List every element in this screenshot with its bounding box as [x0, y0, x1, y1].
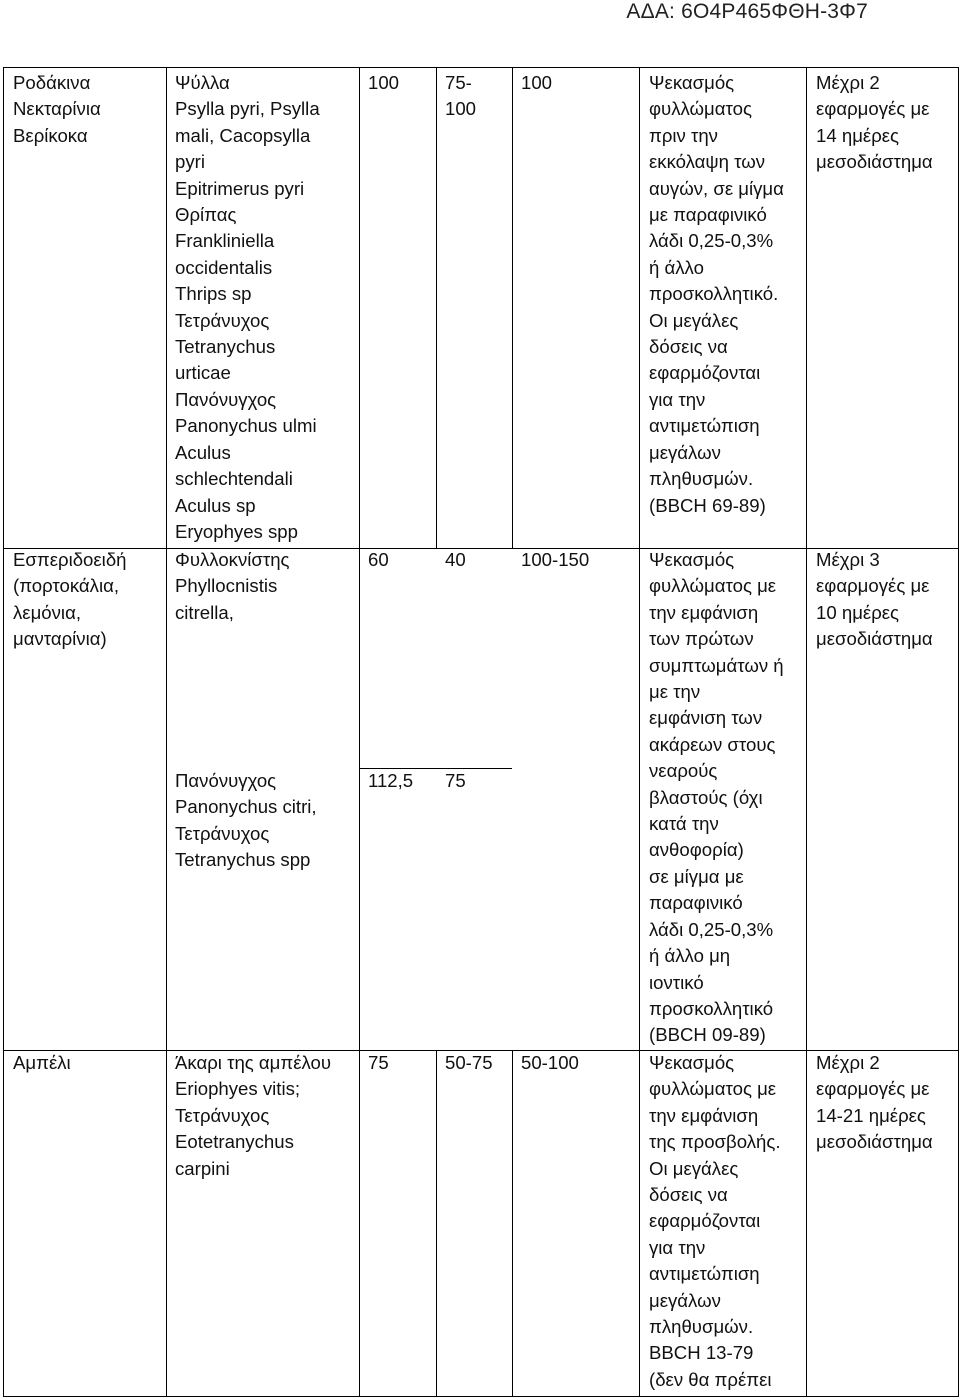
dose3-cell: 100 [521, 72, 553, 93]
application-cell: Ψεκασμός φυλλώματος πριν την εκκόλαψη των αυγών, σε μίγμα με παραφινικό λάδι 0,25-0,3% ή άλλο προσκολλητικό. Οι μεγάλες δόσεις να εφαρμόζονται για την αντιμετώπιση μεγάλων πληθυσμών. (BBCH 69-89) [649, 72, 784, 516]
crop-cell: Αμπέλι [13, 1052, 71, 1073]
pests-cell: Άκαρι της αμπέλου Eriophyes vitis; Τετράνυχος Eotetranychus carpini [175, 1052, 332, 1179]
ada-code: ΑΔΑ: 6Ο4Ρ465ΦΘΗ-3Φ7 [626, 0, 868, 23]
dose1-cell: 60 [368, 549, 389, 570]
dose1-cell: 100 [368, 72, 400, 93]
pests-cell: Πανόνυγχος Panonychus citri, Τετράνυχος Tetranychus spp [175, 770, 317, 871]
dose2-cell: 75 [445, 770, 466, 791]
crop-cell: Εσπεριδοειδή (πορτοκάλια, λεμόνια, μανταρίνια) [13, 549, 127, 650]
table-divider-dose1 [436, 67, 437, 548]
table-border-top [3, 67, 959, 68]
dose2-cell: 75- 100 [445, 72, 477, 120]
limits-cell: Μέχρι 3 εφαρμογές με 10 ημέρες μεσοδιάστημα [816, 549, 933, 650]
application-cell: Ψεκασμός φυλλώματος με την εμφάνιση των πρώτων συμπτωμάτων ή με την εμφάνιση των ακάρεων στους νεαρούς βλαστούς (όχι κατά την ανθοφορία) σε μίγμα με παραφινικό λάδι 0,25-0,3% ή άλλο μη ιοντικό προσκολλητικό (BBCH 09-89) [649, 549, 784, 1046]
dose2-cell: 50-75 [445, 1052, 493, 1073]
table-divider-application [806, 67, 807, 1397]
pests-cell: Φυλλοκνίστης Phyllocnistis citrella, [175, 549, 290, 623]
table-border-right [958, 67, 959, 1397]
limits-cell: Μέχρι 2 εφαρμογές με 14-21 ημέρες μεσοδιάστημα [816, 1052, 933, 1153]
table-divider-crop [166, 67, 167, 1397]
crop-cell: Ροδάκινα Νεκταρίνια Βερίκοκα [13, 72, 101, 146]
dose1-cell: 75 [368, 1052, 389, 1073]
dose3-cell: 50-100 [521, 1052, 579, 1073]
limits-cell: Μέχρι 2 εφαρμογές με 14 ημέρες μεσοδιάστημα [816, 72, 933, 173]
dose1-cell: 112,5 [368, 770, 414, 791]
document-header [0, 0, 960, 28]
table-divider-dose1-row3 [436, 1050, 437, 1397]
dose2-cell: 40 [445, 549, 466, 570]
table-divider-dose2 [512, 67, 513, 548]
pests-cell: Ψύλλα Psylla pyri, Psylla mali, Cacopsylla pyri Epitrimerus pyri Θρίπας Frankliniella occidentalis Thrips sp Τετράνυχος Tetranychus urticae Πανόνυγχος Panonychus ulmi Aculus schlechtendali Aculus sp Eryophyes spp [175, 72, 320, 542]
table-divider-dose2-row3 [512, 1050, 513, 1397]
table-border-left [3, 67, 4, 1397]
table-divider-dose3 [639, 67, 640, 1397]
application-cell: Ψεκασμός φυλλώματος με την εμφάνιση της προσβολής. Οι μεγάλες δόσεις να εφαρμόζονται για την αντιμετώπιση μεγάλων πληθυσμών. BBCH 13-79 (δεν θα πρέπει [649, 1052, 781, 1390]
dose3-cell: 100-150 [521, 549, 590, 570]
table-divider-pests [359, 67, 360, 1397]
